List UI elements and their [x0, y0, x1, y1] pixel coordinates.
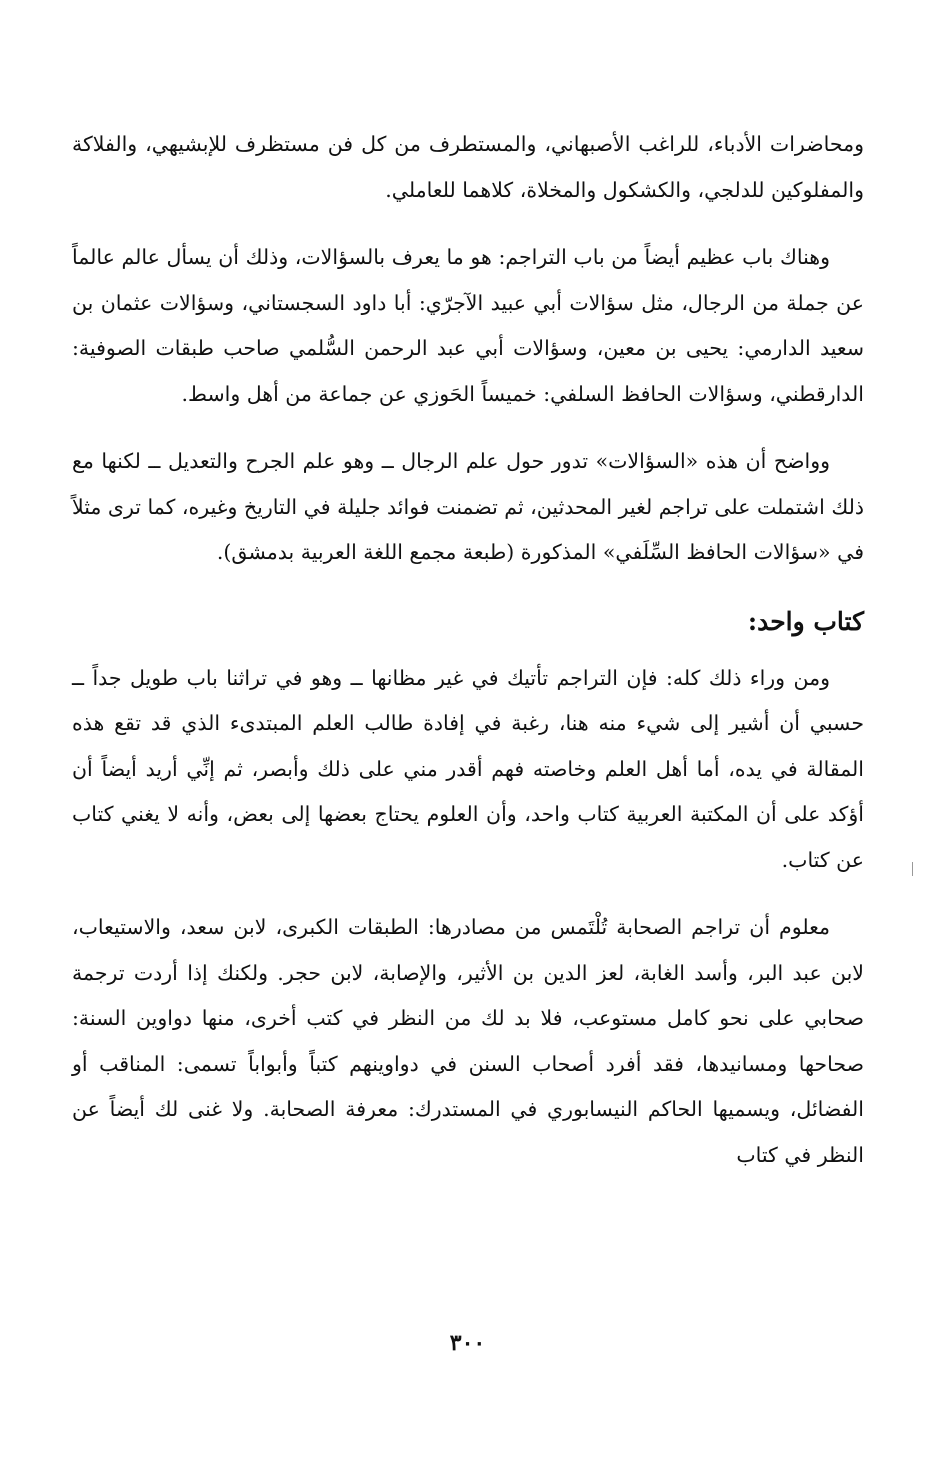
paragraph-4: ومن وراء ذلك كله: فإن التراجم تأتيك في غير مظانها ــ وهو في تراثنا باب طويل جداً ــ حسبي أن أشير إلى شيء منه هنا، رغبة في إفادة طالب العلم المبتدىء الذي قد تقع هذه المقالة في يده، أما أهل العلم وخاصته فهم أقدر مني على ذلك وأبصر، ثم إنِّي أريد أيضاً أن أؤكد على أن المكتبة العربية كتاب واحد، وأن العلوم يحتاج بعضها إلى بعض، وأنه لا يغني كتاب عن كتاب.: [72, 665, 864, 872]
paragraph-2: وهناك باب عظيم أيضاً من باب التراجم: هو ما يعرف بالسؤالات، وذلك أن يسأل عالم عالماً عن جملة من الرجال، مثل سؤالات أبي عبيد الآجرّي: أبا داود السجستاني، وسؤالات عثمان بن سعيد الدارمي: يحيى بن معين، وسؤالات أبي عبد الرحمن السُّلمي صاحب طبقات الصوفية: الدارقطني، وسؤالات الحافظ السلفي: خميساً الحَوزي عن جماعة من أهل واسط.: [72, 245, 864, 406]
page-body: [72, 122, 864, 1200]
section-heading: كتاب واحد:: [747, 606, 864, 636]
page-number: ٣٠٠: [449, 1330, 486, 1356]
paragraph-5: معلوم أن تراجم الصحابة تُلْتَمس من مصادرها: الطبقات الكبرى، لابن سعد، والاستيعاب، لابن عبد البر، وأسد الغابة، لعز الدين بن الأثير، والإصابة، لابن حجر. ولكنك إذا أردت ترجمة صحابي على نحو كامل مستوعب، فلا بد لك من النظر في كتب أخرى، منها دواوين السنة: صحاحها ومسانيدها، فقد أفرد أصحاب السنن في دواوينهم كتباً وأبواباً تسمى: المناقب أو الفضائل، ويسميها الحاكم النيسابوري في المستدرك: معرفة الصحابة. ولا غنى لك أيضاً عن النظر في كتاب: [72, 915, 864, 1167]
margin-mark: [912, 862, 913, 876]
paragraph-1: ومحاضرات الأدباء، للراغب الأصبهاني، والمستطرف من كل فن مستظرف للإبشيهي، والفلاكة والمفلوكين للدلجي، والكشكول والمخلاة، كلاهما للعاملي.: [72, 132, 864, 202]
paragraph-3: وواضح أن هذه «السؤالات» تدور حول علم الرجال ــ وهو علم الجرح والتعديل ــ لكنها مع ذلك اشتملت على تراجم لغير المحدثين، ثم تضمنت فوائد جليلة في التاريخ وغيره، كما ترى مثلاً في «سؤالات الحافظ السِّلَفي» المذكورة (طبعة مجمع اللغة العربية بدمشق).: [72, 449, 864, 564]
